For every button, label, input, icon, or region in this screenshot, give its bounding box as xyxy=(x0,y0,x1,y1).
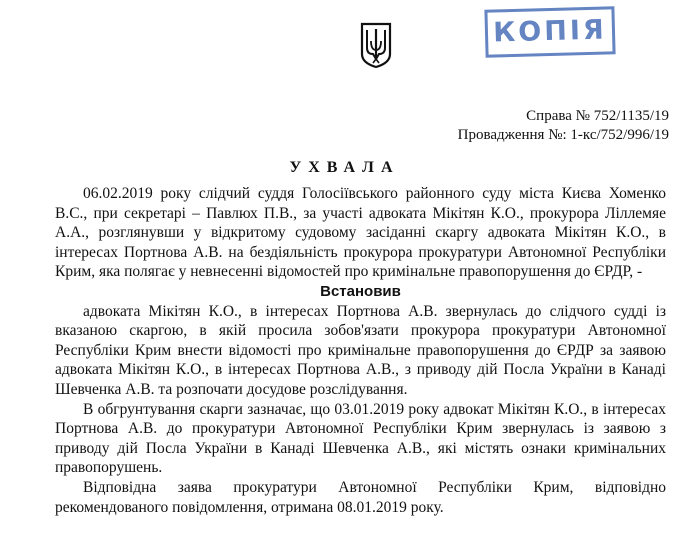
copy-stamp: КОПІЯ xyxy=(484,6,615,57)
proceeding-number: Провадження №: 1-кс/752/996/19 xyxy=(457,127,669,143)
document-title: УХВАЛА xyxy=(289,159,400,176)
body-paragraph: адвоката Мікітян К.О., в інтересах Портнова А.В. звернулась до слідчого судді із вказаною скаргою, в якій просила зобов'язати прокурора прокуратури Автономної Республіки Крим внести відомості про кримінальне правопорушення до ЄРДР за заявою адвоката Мікітян К.О., в інтересах Портнова А.В., з приводу дій Посла України в Канаді Шевченка А.В. та розпочати досудове розслідування. xyxy=(55,302,666,398)
section-heading: Встановив xyxy=(320,282,401,300)
case-number: Справа № 752/1135/19 xyxy=(526,108,669,124)
trident-icon xyxy=(359,21,393,69)
body-paragraph: В обгрунтування скарги зазначає, що 03.01.2019 року адвокат Мікітян К.О., в інтересах Портнова А.В. до прокуратури Автономної Республіки Крим звернулась із заявою з приводу дій Посла України в Канаді Шевченка А.В., які містять ознаки кримінальних правопорушень. xyxy=(55,400,666,477)
body-paragraph: Відповідна заява прокуратури Автономної Республіки Крим, відповідно рекомендованого повідомлення, отримана 08.01.2019 року. xyxy=(55,478,666,516)
intro-paragraph: 06.02.2019 року слідчий суддя Голосіївського районного суду міста Києва Хоменко В.С., при секретарі – Павлюх П.В., за участі адвоката Мікітян К.О., прокурора Ліллемяе А.А., розглянувши у відкритому судовому засіданні скаргу адвоката Мікітян К.О., в інтересах Портнова А.В. на бездіяльність прокурора прокуратури Автономної Республіки Крим, яка полягає у невнесенні відомостей про кримінальне правопорушення до ЄРДР, - xyxy=(55,185,666,281)
document-body xyxy=(55,184,666,517)
